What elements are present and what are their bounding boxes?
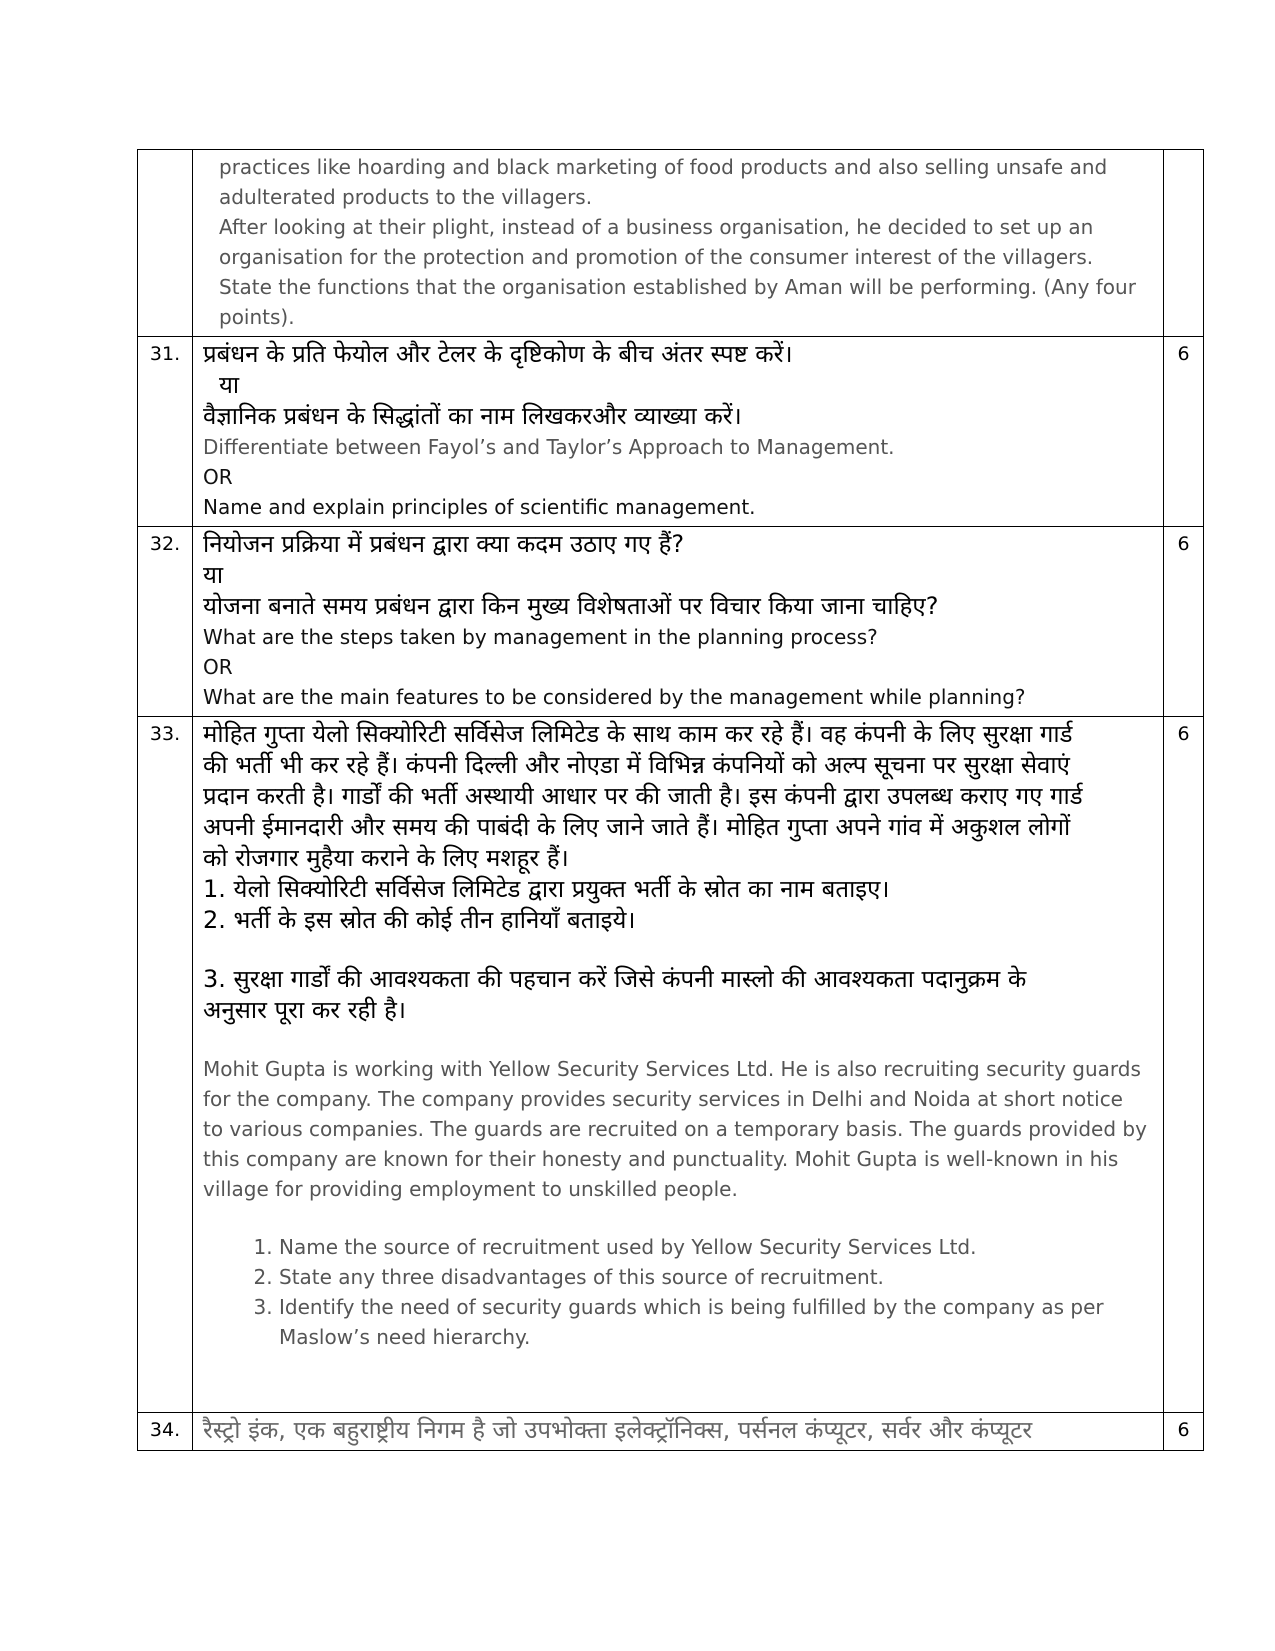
question-body [193,150,1164,337]
marks-cell: 6 [1164,527,1204,717]
question-body [193,527,1164,717]
english-subquestion-list [203,1232,1153,1352]
text-line: State the functions that the organisation established by Aman will be performing. (Any four [219,275,1136,299]
marks-cell: 6 [1164,1413,1204,1451]
text-line: organisation for the protection and promotion of the consumer interest of the villagers. [219,245,1094,269]
hindi-question: रैस्ट्रो इंक, एक बहुराष्ट्रीय निगम है जो उपभोक्ता इलेक्ट्रॉनिक्स, पर्सनल कंप्यूटर, सर्वर और कंप्यूटर [203,1416,1033,1444]
question-number: 31. [138,337,193,527]
text-line: adulterated products to the villagers. [219,185,593,209]
question-table [137,149,1204,1451]
hindi-paragraph-line: अपनी ईमानदारी और समय की पाबंदी के लिए जाने जाते हैं। मोहित गुप्ता अपने गांव में अकुशल लोगों [203,813,1071,841]
english-paragraph-line: village for providing employment to unskilled people. [203,1177,738,1201]
english-paragraph-line: Mohit Gupta is working with Yellow Security Services Ltd. He is also recruiting security guards [203,1057,1141,1081]
question-body [193,337,1164,527]
english-paragraph-line: this company are known for their honesty and punctuality. Mohit Gupta is well-known in his [203,1147,1119,1171]
question-number [138,150,193,337]
hindi-or: या [219,371,240,399]
english-subquestion: 2. State any three disadvantages of this source of recruitment. [279,1262,1153,1292]
question-row-34 [138,1413,1204,1451]
hindi-subquestion: अनुसार पूरा कर रही है। [203,996,406,1024]
hindi-subquestion: 1. येलो सिक्योरिटी सर्विसेज लिमिटेड द्वारा प्रयुक्त भर्ती के स्रोत का नाम बताइए। [203,875,890,903]
hindi-subquestion: 3. सुरक्षा गार्डों की आवश्यकता की पहचान करें जिसे कंपनी मास्लो की आवश्यकता पदानुक्रम के [203,965,1027,993]
question-number: 32. [138,527,193,717]
english-paragraph-line: to various companies. The guards are recruited on a temporary basis. The guards provided by [203,1117,1147,1141]
english-or: OR [203,465,233,489]
english-question: What are the steps taken by management in the planning process? [203,625,878,649]
marks-cell: 6 [1164,337,1204,527]
english-question: Name and explain principles of scientific management. [203,495,756,519]
question-row-33 [138,717,1204,1413]
question-row-31 [138,337,1204,527]
english-subquestion: 1. Name the source of recruitment used by Yellow Security Services Ltd. [279,1232,1153,1262]
text-line: After looking at their plight, instead of a business organisation, he decided to set up an [219,215,1094,239]
english-subquestion: 3. Identify the need of security guards which is being fulfilled by the company as per Maslow’s need hierarchy. [279,1292,1153,1352]
question-row-32 [138,527,1204,717]
hindi-question: योजना बनाते समय प्रबंधन द्वारा किन मुख्य विशेषताओं पर विचार किया जाना चाहिए? [203,592,939,620]
hindi-or: या [203,561,224,589]
english-question: Differentiate between Fayol’s and Taylor’s Approach to Management. [203,435,895,459]
hindi-question: प्रबंधन के प्रति फेयोल और टेलर के दृष्टिकोण के बीच अंतर स्पष्ट करें। [203,340,793,368]
question-body [193,1413,1164,1451]
question-row-continuation [138,150,1204,337]
hindi-question: वैज्ञानिक प्रबंधन के सिद्धांतों का नाम लिखकरऔर व्याख्या करें। [203,402,742,430]
english-paragraph-line: for the company. The company provides security services in Delhi and Noida at short notice [203,1087,1123,1111]
english-question: What are the main features to be considered by the management while planning? [203,685,1026,709]
question-number: 34. [138,1413,193,1451]
marks-cell [1164,150,1204,337]
hindi-paragraph-line: को रोजगार मुहैया कराने के लिए मशहूर हैं। [203,844,569,872]
hindi-subquestion: 2. भर्ती के इस स्रोत की कोई तीन हानियाँ बताइये। [203,906,636,934]
hindi-paragraph-line: की भर्ती भी कर रहे हैं। कंपनी दिल्ली और नोएडा में विभिन्न कंपनियों को अल्प सूचना पर सुरक्षा सेवाएं [203,751,1070,779]
text-line: points). [219,305,295,329]
hindi-paragraph-line: प्रदान करती है। गार्डों की भर्ती अस्थायी आधार पर की जाती है। इस कंपनी द्वारा उपलब्ध कराए गए गार्ड [203,782,1083,810]
hindi-question: नियोजन प्रक्रिया में प्रबंधन द्वारा क्या कदम उठाए गए हैं? [203,530,685,558]
marks-cell: 6 [1164,717,1204,1413]
question-body [193,717,1164,1413]
text-line: practices like hoarding and black marketing of food products and also selling unsafe and [219,155,1108,179]
english-or: OR [203,655,233,679]
question-number: 33. [138,717,193,1413]
hindi-paragraph-line: मोहित गुप्ता येलो सिक्योरिटी सर्विसेज लिमिटेड के साथ काम कर रहे हैं। वह कंपनी के लिए सुरक्षा गार्ड [203,720,1073,748]
